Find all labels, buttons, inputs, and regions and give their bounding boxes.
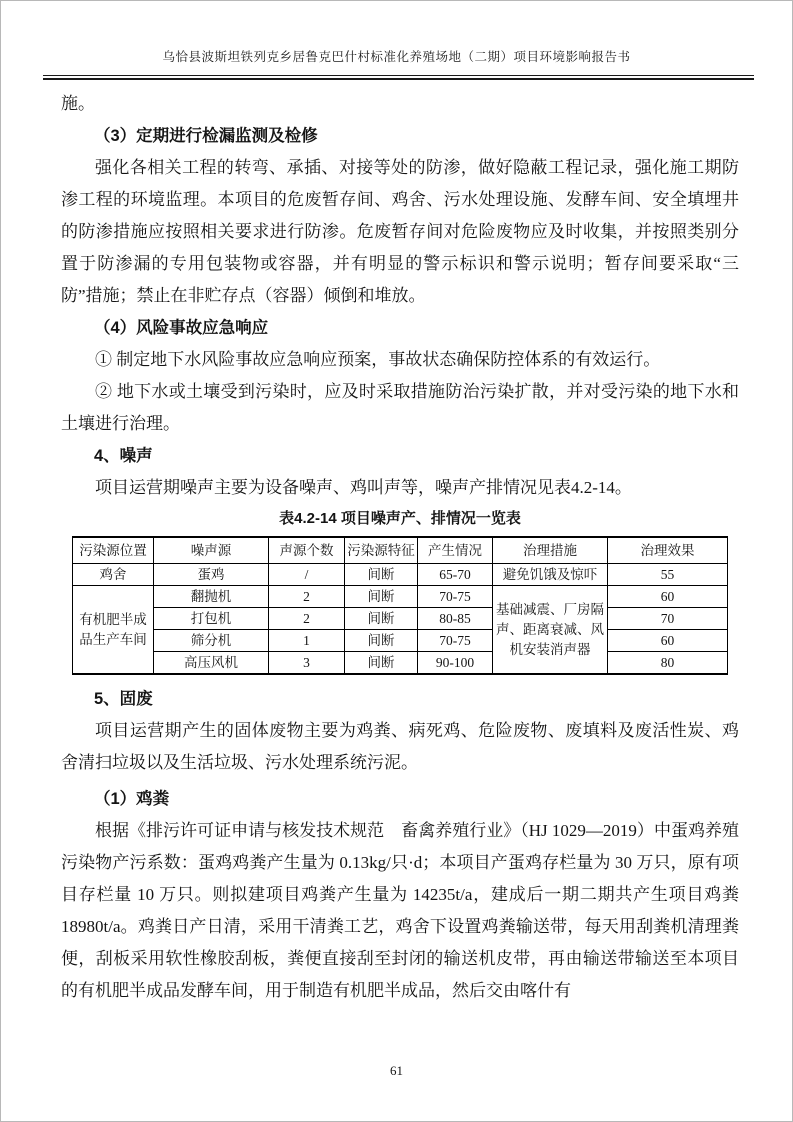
cell-count: 3 xyxy=(269,652,345,675)
heading-risk-response: （4）风险事故应急响应 xyxy=(94,319,269,337)
cell-source: 打包机 xyxy=(154,608,269,630)
cell-count: 2 xyxy=(269,608,345,630)
cell-feature: 间断 xyxy=(345,630,418,652)
cell-level: 70-75 xyxy=(418,630,493,652)
document-header xyxy=(1,1,792,80)
cell-feature: 间断 xyxy=(345,586,418,608)
table-row xyxy=(73,630,728,652)
paragraph-risk-item-2: ② 地下水或土壤受到污染时，应及时采取措施防治污染扩散，并对受污染的地下水和土壤进行治理。 xyxy=(61,382,739,433)
cell-level: 80-85 xyxy=(418,608,493,630)
heading-chicken-manure: （1）鸡粪 xyxy=(94,790,170,808)
paragraph-chicken-manure: 根据《排污许可证申请与核发技术规范 畜禽养殖行业》（HJ 1029—2019）中蛋鸡养殖污染物产污系数：蛋鸡鸡粪产生量为 0.13kg/只·d；本项目产蛋鸡存栏量为 30 万只，原有项目存栏量 10 万只。则拟建项目鸡粪产生量为 14235t/a，建成后一期二期共产生项目鸡粪 18980t/a。鸡粪日产日清，采用干清粪工艺，鸡舍下设置鸡粪输送带，每天用刮粪机清理粪便，刮板采用软性橡胶刮板，粪便直接刮至封闭的输送机皮带，再由输送带输送至本项目的有机肥半成品发酵车间，用于制造有机肥半成品，然后交由喀什有 xyxy=(61,821,739,1000)
table-row xyxy=(73,564,728,586)
table-caption: 表4.2-14 项目噪声产、排情况一览表 xyxy=(279,510,521,527)
paragraph-seepage-control: 强化各相关工程的转弯、承插、对接等处的防渗，做好隐蔽工程记录，强化施工期防渗工程的环境监理。本项目的危废暂存间、鸡舍、污水处理设施、发酵车间、安全填埋井的防渗措施应按照相关要求进行防渗。危废暂存间对危险废物应及时收集，并按照类别分置于防渗漏的专用包装物或容器，并有明显的警示标识和警示说明；暂存间要采取“三防”措施；禁止在非贮存点（容器）倾倒和堆放。 xyxy=(61,158,739,305)
cell-feature: 间断 xyxy=(345,608,418,630)
noise-table-header-row xyxy=(73,537,728,564)
heading-leak-inspection: （3）定期进行检漏监测及检修 xyxy=(94,127,318,145)
column-header-source-feature: 污染源特征 xyxy=(345,537,418,564)
cell-effect: 70 xyxy=(608,608,728,630)
column-header-source-count: 声源个数 xyxy=(269,537,345,564)
paragraph-noise-intro: 项目运营期噪声主要为设备噪声、鸡叫声等，噪声产排情况见表4.2-14。 xyxy=(95,478,632,497)
cell-location-henhouse: 鸡舍 xyxy=(73,564,154,586)
table-row xyxy=(73,586,728,608)
column-header-source-location: 污染源位置 xyxy=(73,537,154,564)
cell-effect: 60 xyxy=(608,630,728,652)
page-footer xyxy=(1,1063,792,1079)
column-header-noise-source: 噪声源 xyxy=(154,537,269,564)
column-header-generation: 产生情况 xyxy=(418,537,493,564)
cell-source: 筛分机 xyxy=(154,630,269,652)
cell-level: 90-100 xyxy=(418,652,493,675)
paragraph-risk-item-1: ① 制定地下水风险事故应急响应预案，事故状态确保防控体系的有效运行。 xyxy=(95,350,661,369)
cell-source: 蛋鸡 xyxy=(154,564,269,586)
cell-location-fertilizer-workshop: 有机肥半成品生产车间 xyxy=(73,586,154,675)
table-row xyxy=(73,652,728,675)
noise-table xyxy=(72,536,728,675)
cell-measure: 避免饥饿及惊吓 xyxy=(493,564,608,586)
heading-noise: 4、噪声 xyxy=(94,447,153,465)
cell-measure-merged: 基础减震、厂房隔声、距离衰减、风机安装消声器 xyxy=(493,586,608,675)
cell-level: 65-70 xyxy=(418,564,493,586)
paragraph-solid-waste: 项目运营期产生的固体废物主要为鸡粪、病死鸡、危险废物、废填料及废活性炭、鸡舍清扫垃圾以及生活垃圾、污水处理系统污泥。 xyxy=(61,721,739,772)
page-number: 61 xyxy=(390,1063,403,1078)
cell-effect: 80 xyxy=(608,652,728,675)
cell-source: 翻抛机 xyxy=(154,586,269,608)
table-row xyxy=(73,608,728,630)
column-header-treatment-effect: 治理效果 xyxy=(608,537,728,564)
cell-count: / xyxy=(269,564,345,586)
column-header-treatment-measure: 治理措施 xyxy=(493,537,608,564)
cell-feature: 间断 xyxy=(345,564,418,586)
cell-effect: 55 xyxy=(608,564,728,586)
cell-level: 70-75 xyxy=(418,586,493,608)
heading-solid-waste: 5、固废 xyxy=(94,690,153,708)
cell-source: 高压风机 xyxy=(154,652,269,675)
cell-count: 2 xyxy=(269,586,345,608)
cell-count: 1 xyxy=(269,630,345,652)
paragraph-continuation: 施。 xyxy=(61,94,95,113)
cell-feature: 间断 xyxy=(345,652,418,675)
header-title: 乌恰县波斯坦铁列克乡居鲁克巴什村标准化养殖场地（二期）项目环境影响报告书 xyxy=(162,50,631,64)
cell-effect: 60 xyxy=(608,586,728,608)
document-body xyxy=(1,80,792,1007)
